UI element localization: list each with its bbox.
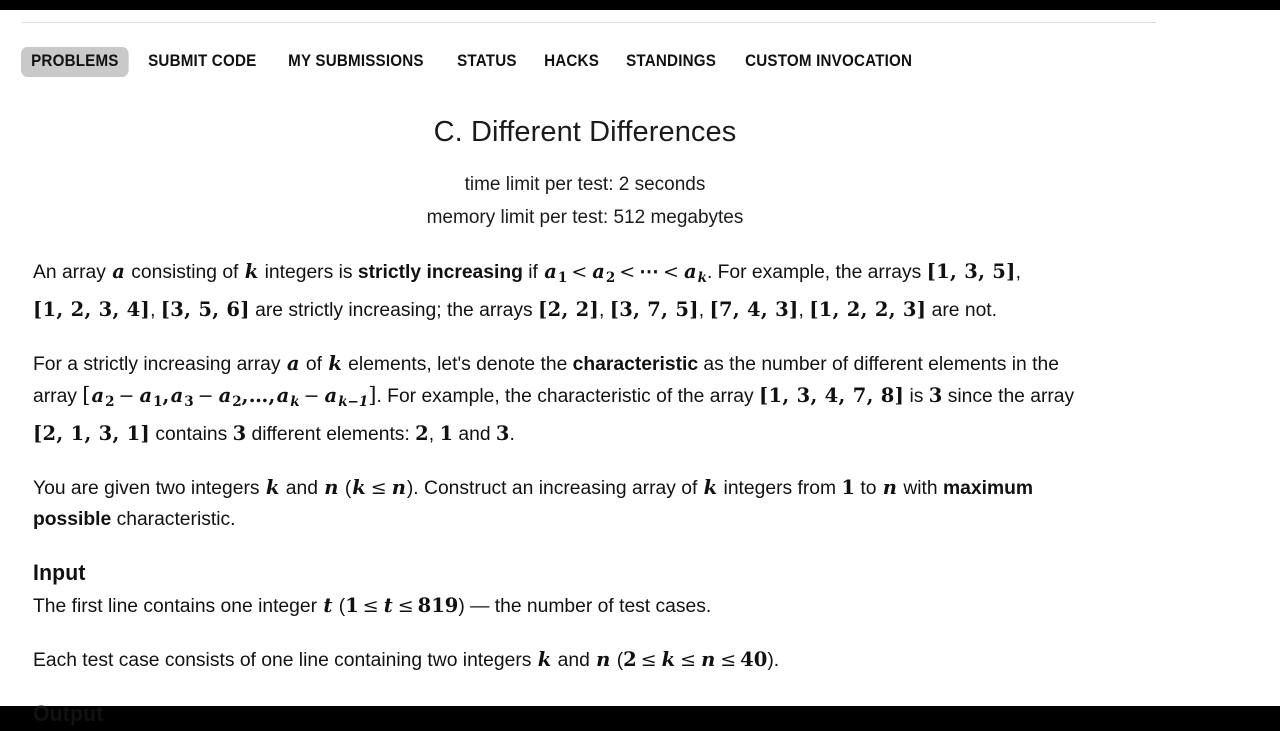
nav-item-standings[interactable]: STANDINGS (625, 52, 716, 70)
diff-ellipsis-comma: , (268, 383, 276, 407)
ellipsis-math: ⋯ (639, 260, 660, 283)
bold-strictly-increasing: strictly increasing (357, 262, 523, 283)
in2-text-4: ). (767, 649, 780, 671)
t-lower-bound: 1 (345, 593, 359, 617)
lt-2: < (619, 261, 636, 283)
constraint-t-range (345, 593, 459, 617)
diff-close-bracket: ] (368, 382, 377, 407)
statement-paragraph-2 (33, 348, 1095, 450)
d2-a: a (170, 383, 184, 407)
ineq-ak: a (683, 260, 697, 283)
p2-text-6: is (904, 385, 929, 407)
ineq-a1: a (544, 260, 557, 283)
elem-1: 1 (439, 421, 454, 445)
constraint-k-n-range (623, 647, 768, 671)
elem-3: 3 (495, 421, 510, 445)
kn-var-n: n (701, 647, 716, 671)
in2-var-k: k (537, 647, 552, 671)
p3-text-7: with (897, 477, 943, 499)
p1-text-3: integers is (259, 262, 358, 283)
p2-text-9: different elements: (246, 423, 416, 445)
p3-text-8: characteristic. (111, 508, 236, 530)
p3-var-k2: k (703, 475, 718, 499)
contest-nav (21, 47, 939, 77)
d3-a: a (276, 383, 290, 407)
nav-item-problems[interactable]: PROBLEMS (21, 47, 129, 77)
memory-limit: memory limit per test: 512 megabytes (426, 207, 744, 228)
time-limit: time limit per test: 2 seconds (464, 174, 706, 195)
d1-bsub: 1 (153, 393, 163, 410)
p2-text-7: since the array (942, 385, 1075, 407)
p3-le: ≤ (370, 476, 387, 499)
in1-text-1: The first line contains one integer (33, 595, 323, 617)
problem-page (0, 10, 1280, 726)
d2-minus: − (197, 384, 214, 407)
p3-text-6: to (855, 477, 882, 499)
in2-text-1: Each test case consists of one line containing two integers (33, 649, 537, 671)
d3-minus: − (303, 384, 320, 407)
p3-text-1: You are given two integers (33, 477, 265, 499)
letterbox-top (0, 0, 1280, 10)
nav-item-submit-code[interactable]: SUBMIT CODE (148, 52, 257, 70)
kn-var-k: k (661, 647, 676, 671)
p1-sep-3: , (599, 299, 610, 321)
p3-var-n: n (324, 475, 339, 499)
p1-text-5: . For example, the arrays (706, 262, 927, 283)
d1-b: a (139, 383, 153, 407)
p3-var-n2: n (882, 475, 897, 499)
ineq-ak-sub: k (697, 269, 707, 286)
p2-text-3: elements, let's denote the (342, 353, 573, 375)
statement-paragraph-3 (33, 472, 1095, 535)
p2-text-10: , (428, 423, 440, 445)
inequality-chain (543, 260, 707, 286)
t-var-2: t (383, 593, 393, 617)
input-line-1 (33, 590, 1095, 622)
value-3: 3 (928, 383, 943, 407)
p3-text-4: ). Construct an increasing array of (406, 477, 703, 499)
p3-text-3: ( (339, 477, 352, 499)
value-3b: 3 (232, 421, 247, 445)
section-heading-input: Input (33, 559, 86, 585)
d2-comma: , (241, 383, 249, 407)
bold-characteristic: characteristic (572, 353, 699, 375)
p2-var-k: k (328, 351, 342, 375)
nav-item-custom-invocation[interactable]: CUSTOM INVOCATION (745, 52, 913, 70)
difference-array (82, 382, 377, 410)
lt-3: < (663, 261, 679, 283)
p1-text-4: if (522, 262, 544, 283)
header-divider (22, 22, 1156, 23)
ineq-a1-sub: 1 (557, 269, 568, 286)
d1-minus: − (118, 384, 135, 407)
ineq-a2: a (592, 260, 605, 283)
t-le-2: ≤ (397, 594, 414, 617)
constraint-k-le-n (351, 475, 407, 499)
var-a: a (112, 260, 125, 283)
diff-open-bracket: [ (82, 382, 91, 407)
d1-a: a (91, 383, 105, 407)
p1-text-1: An array (33, 262, 112, 283)
p2-text-4: as the number of different elements in the array (33, 353, 1059, 407)
kn-le-3: ≤ (720, 648, 737, 671)
p2-text-2: of (300, 353, 328, 375)
in2-var-n: n (596, 647, 611, 671)
p2-text-5: . For example, the characteristic of the array (376, 385, 760, 407)
nav-item-hacks[interactable]: HACKS (544, 52, 599, 70)
lt-1: < (571, 261, 588, 283)
in2-text-3: ( (611, 649, 624, 671)
in1-text-3: ) — the number of test cases. (458, 595, 712, 617)
p3-ineq-k: k (352, 475, 366, 499)
array-1-2-2-3: [1, 2, 2, 3] (809, 297, 927, 321)
p2-text-1: For a strictly increasing array (33, 353, 286, 375)
nav-item-status[interactable]: STATUS (457, 52, 517, 70)
kn-le-2: ≤ (680, 648, 697, 671)
elem-2: 2 (415, 421, 429, 445)
array-3-7-5: [3, 7, 5] (609, 297, 699, 321)
kn-upper-bound: 40 (740, 647, 768, 671)
p1-sep-1: , (1015, 262, 1021, 283)
p1-sep-5: , (798, 299, 810, 321)
in1-text-2: ( (333, 595, 346, 617)
p1-sep-2: , (150, 299, 161, 321)
d3-sub: k (290, 393, 300, 410)
problem-title: C. Different Differences (433, 116, 737, 148)
bold-maximum-possible: maximum possible (33, 477, 1034, 530)
p1-text-6: are strictly increasing; the arrays (249, 299, 539, 321)
array-3-5-6: [3, 5, 6] (160, 297, 250, 321)
p3-text-2: and (280, 477, 324, 499)
d1-sub: 2 (105, 393, 115, 410)
p3-ineq-n: n (391, 475, 406, 499)
d1-comma: , (162, 383, 170, 407)
kn-lower-bound: 2 (623, 647, 637, 671)
p2-var-a: a (286, 351, 300, 375)
ineq-a2-sub: 2 (605, 269, 616, 286)
var-k: k (244, 260, 259, 283)
p1-sep-4: , (698, 299, 710, 321)
p1-text-7: are not. (926, 299, 998, 321)
array-2-2: [2, 2] (538, 297, 600, 321)
t-upper-bound: 819 (417, 593, 459, 617)
d2-sub: 3 (184, 393, 194, 410)
array-2-1-3-1: [2, 1, 3, 1] (33, 421, 151, 445)
p3-text-5: integers from (718, 477, 842, 499)
var-t: t (323, 593, 333, 617)
p2-text-12: . (509, 423, 515, 445)
d3-bsub: k−1 (338, 393, 369, 410)
value-1: 1 (841, 475, 855, 499)
p1-text-2: consisting of (125, 262, 244, 283)
t-le-1: ≤ (362, 594, 379, 617)
nav-item-my-submissions[interactable]: MY SUBMISSIONS (287, 52, 424, 70)
array-1-2-3-4: [1, 2, 3, 4] (33, 297, 151, 321)
input-line-2 (33, 644, 1095, 676)
diff-ellipsis: … (248, 383, 269, 407)
p2-text-11: and (453, 423, 496, 445)
section-heading-output: Output (33, 700, 104, 726)
in2-text-2: and (552, 649, 596, 671)
array-7-4-3: [7, 4, 3] (709, 297, 799, 321)
problem-statement (33, 256, 1095, 731)
p3-var-k: k (265, 475, 280, 499)
d2-bsub: 2 (232, 393, 242, 410)
array-1-3-5: [1, 3, 5] (926, 260, 1016, 283)
kn-le-1: ≤ (640, 648, 657, 671)
p2-text-8: contains (150, 423, 233, 445)
d3-b: a (324, 383, 338, 407)
d2-b: a (218, 383, 232, 407)
array-1-3-4-7-8: [1, 3, 4, 7, 8] (759, 383, 905, 407)
statement-paragraph-1 (33, 256, 1095, 326)
